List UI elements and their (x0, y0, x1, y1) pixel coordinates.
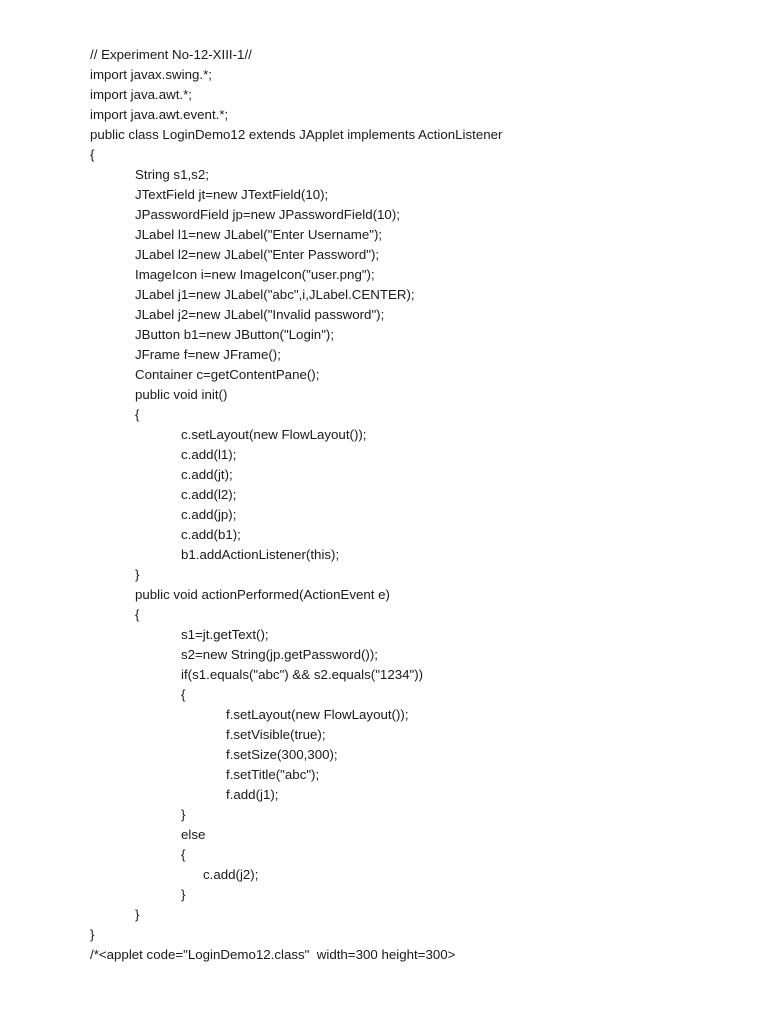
code-line-brace: { (181, 687, 186, 702)
code-line-field: JPasswordField jp=new JPasswordField(10); (135, 207, 400, 222)
code-line-statement: s1=jt.getText(); (181, 627, 269, 642)
code-line-field: JTextField jt=new JTextField(10); (135, 187, 329, 202)
code-line-statement: c.add(jp); (181, 507, 237, 522)
code-line-field: Container c=getContentPane(); (135, 367, 320, 382)
code-line-statement: b1.addActionListener(this); (181, 547, 340, 562)
code-line-statement: f.setTitle("abc"); (226, 767, 320, 782)
code-line-import: import java.awt.*; (90, 87, 192, 102)
code-listing (90, 45, 502, 965)
code-line-statement: f.setVisible(true); (226, 727, 326, 742)
code-line-if-condition: if(s1.equals("abc") && s2.equals("1234")) (181, 667, 424, 682)
code-line-field: JLabel l2=new JLabel("Enter Password"); (135, 247, 380, 262)
code-line-statement: c.add(j2); (203, 867, 259, 882)
code-line-method-declaration: public void init() (135, 387, 228, 402)
code-line-field: JLabel j2=new JLabel("Invalid password"); (135, 307, 385, 322)
code-line-comment: // Experiment No-12-XIII-1// (90, 47, 252, 62)
code-line-field: JLabel j1=new JLabel("abc",i,JLabel.CENTER); (135, 287, 415, 302)
code-line-statement: c.add(l1); (181, 447, 237, 462)
code-line-brace: { (135, 407, 140, 422)
code-line-brace: { (135, 607, 140, 622)
code-line-import: import java.awt.event.*; (90, 107, 229, 122)
code-line-statement: s2=new String(jp.getPassword()); (181, 647, 378, 662)
code-line-brace: { (181, 847, 186, 862)
code-line-statement: c.add(l2); (181, 487, 237, 502)
code-line-field: String s1,s2; (135, 167, 209, 182)
code-line-brace: } (135, 567, 140, 582)
code-line-brace: } (181, 807, 186, 822)
code-line-brace: } (90, 927, 95, 942)
code-line-statement: f.setSize(300,300); (226, 747, 338, 762)
code-line-statement: f.add(j1); (226, 787, 279, 802)
code-line-field: JLabel l1=new JLabel("Enter Username"); (135, 227, 383, 242)
code-line-applet-tag: /*<applet code="LoginDemo12.class" width=300 height=300> (90, 947, 456, 962)
code-line-field: ImageIcon i=new ImageIcon("user.png"); (135, 267, 375, 282)
code-line-class-declaration: public class LoginDemo12 extends JApplet implements ActionListener (90, 127, 503, 142)
code-line-field: JFrame f=new JFrame(); (135, 347, 281, 362)
code-line-else: else (181, 827, 206, 842)
code-line-method-declaration: public void actionPerformed(ActionEvent e) (135, 587, 390, 602)
code-line-brace: } (181, 887, 186, 902)
code-line-statement: c.add(b1); (181, 527, 241, 542)
code-line-import: import javax.swing.*; (90, 67, 212, 82)
code-line-statement: c.setLayout(new FlowLayout()); (181, 427, 367, 442)
code-line-field: JButton b1=new JButton("Login"); (135, 327, 335, 342)
code-line-statement: f.setLayout(new FlowLayout()); (226, 707, 409, 722)
code-line-statement: c.add(jt); (181, 467, 233, 482)
code-line-brace: { (90, 147, 95, 162)
code-line-brace: } (135, 907, 140, 922)
